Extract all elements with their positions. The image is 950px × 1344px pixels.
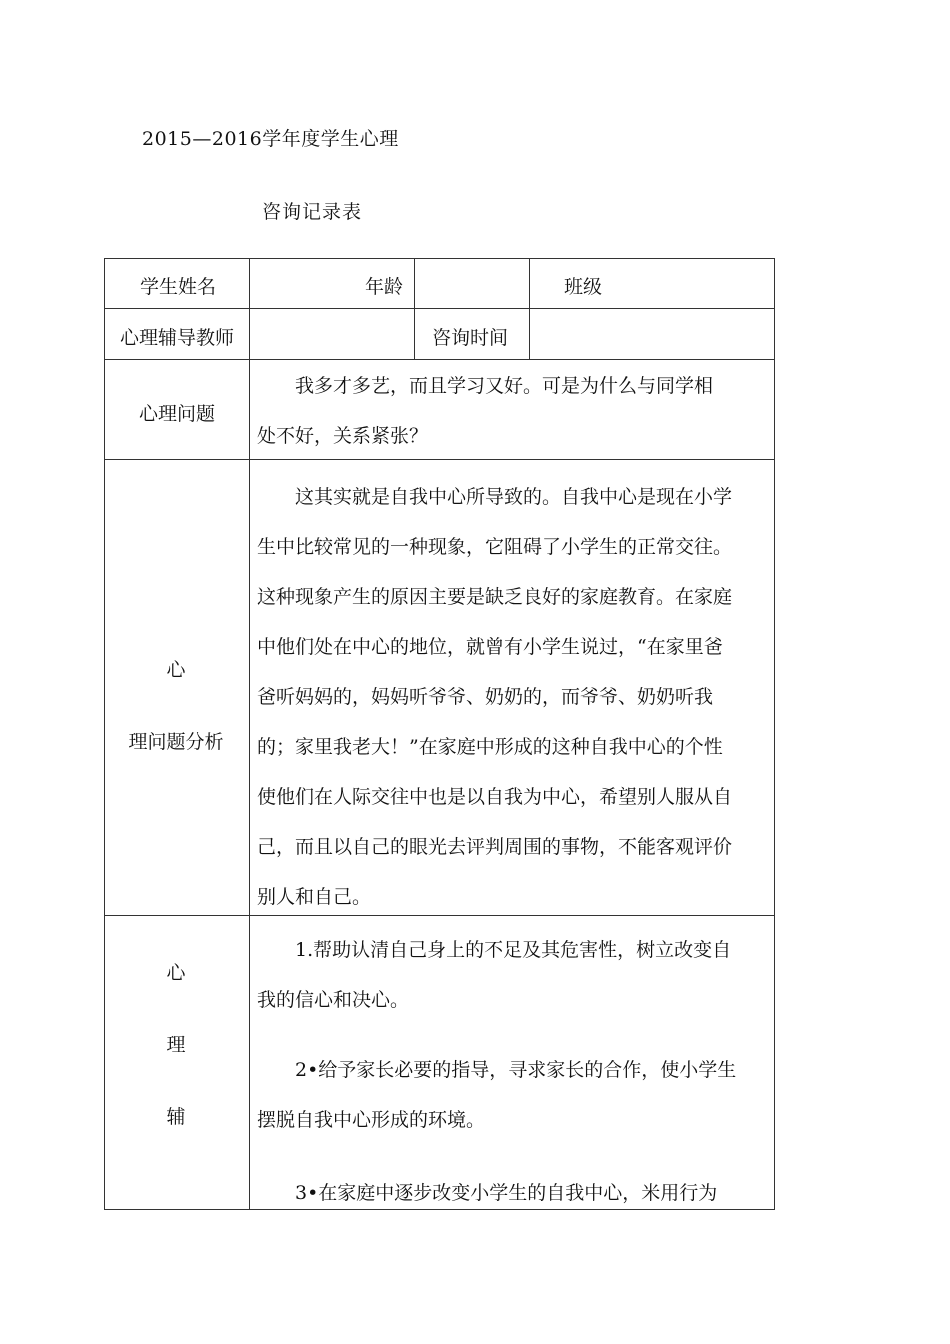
text-line: 的；家里我老大！”在家庭中形成的这种自我中心的个性	[257, 736, 723, 758]
guidance-item-3	[257, 1168, 717, 1218]
text-line: 爸听妈妈的，妈妈听爷爷、奶奶的，而爷爷、奶奶听我	[257, 686, 714, 708]
text-line: 3•在家庭中逐步改变小学生的自我中心，米用行为	[295, 1182, 718, 1204]
consultation-time-label: 咨询时间	[432, 327, 509, 349]
guidance-item-2	[257, 1045, 736, 1145]
text-line: 使他们在人际交往中也是以自我为中心，希望别人服从自	[257, 786, 733, 808]
document-title-line2: 咨询记录表	[262, 201, 363, 223]
text-line: 中他们处在中心的地位，就曾有小学生说过，“在家里爸	[257, 636, 723, 658]
row-divider	[104, 359, 775, 360]
text-line: 这其实就是自我中心所导致的。自我中心是现在小学	[295, 486, 733, 508]
class-label: 班级	[564, 276, 603, 298]
analysis-text	[257, 472, 732, 922]
column-divider	[529, 258, 530, 359]
text-line: 生中比较常见的一种现象，它阻碍了小学生的正常交往。	[257, 536, 733, 558]
text-line: 别人和自己。	[257, 886, 372, 908]
text-line: 摆脱自我中心形成的环境。	[257, 1109, 486, 1131]
text-line: 我的信心和决心。	[257, 989, 410, 1011]
guidance-label-char3: 辅	[166, 1106, 186, 1128]
psych-problem-label: 心理问题	[139, 403, 216, 425]
text-line: 2•给予家长必要的指导，寻求家长的合作，使小学生	[295, 1059, 737, 1081]
age-label: 年龄	[365, 276, 404, 298]
guidance-label-char1: 心	[166, 962, 186, 984]
column-divider	[249, 258, 250, 1210]
row-divider	[104, 308, 775, 309]
table-border-right	[774, 258, 775, 1210]
consultation-record-table	[104, 258, 775, 1210]
counselor-label: 心理辅导教师	[120, 327, 235, 349]
text-line: 己，而且以自己的眼光去评判周围的事物，不能客观评价	[257, 836, 733, 858]
analysis-label-part1: 心	[166, 659, 186, 681]
psych-problem-text	[257, 361, 713, 461]
guidance-item-1	[257, 925, 731, 1025]
analysis-label-part2: 理问题分析	[128, 731, 224, 753]
text-line: 这种现象产生的原因主要是缺乏良好的家庭教育。在家庭	[257, 586, 733, 608]
guidance-label-char2: 理	[166, 1034, 186, 1056]
student-name-label: 学生姓名	[140, 276, 217, 298]
text-line: 1.帮助认清自己身上的不足及其危害性，树立改变自	[295, 939, 732, 961]
column-divider	[414, 258, 415, 359]
document-title-line1: 2015—2016学年度学生心理	[142, 128, 399, 150]
text-line: 我多才多艺，而且学习又好。可是为什么与同学相	[295, 375, 714, 397]
text-line: 处不好，关系紧张？	[257, 425, 429, 447]
table-border-top	[104, 258, 775, 259]
